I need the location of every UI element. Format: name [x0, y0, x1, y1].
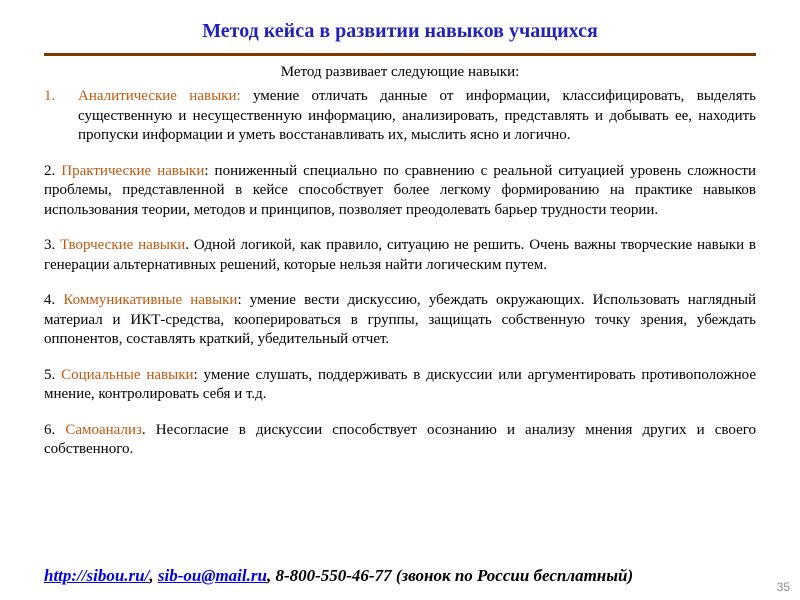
item-number: 4.: [44, 292, 56, 308]
website-link[interactable]: http://sibou.ru/: [44, 566, 150, 585]
item-term: Творческие навыки: [60, 237, 186, 253]
page-title: Метод кейса в развитии навыков учащихся: [202, 20, 598, 42]
item-number: 1.: [44, 88, 56, 104]
item-term: Практические навыки: [61, 162, 205, 179]
item-body: умение отличать данные от информации, классифицировать, выделять существенную и несущественную информацию, анализировать, представлять и добывать ее, находить пропуски информации и уметь восстанавливать их, мыслить ясно и логично.: [78, 88, 756, 143]
item-body: . Несогласие в дискуссии способствует осознанию и анализу мнения других и своего собственного.: [44, 421, 757, 457]
list-item: [44, 291, 756, 350]
item-number: 2.: [44, 162, 56, 179]
list-item: [44, 366, 756, 405]
list-item: [44, 421, 756, 460]
item-term: Аналитические навыки:: [78, 88, 241, 104]
list-item: [44, 87, 756, 146]
item-body: : умение вести дискуссию, убеждать окружающих. Использовать наглядный материал и ИКТ-средства, кооперироваться в группы, защищать собственную точку зрения, убеждать оппонентов, составлять краткий, убедительный отчет.: [44, 292, 756, 347]
email-link[interactable]: sib-ou@mail.ru: [157, 566, 267, 585]
subtitle: Метод развивает следующие навыки:: [280, 64, 520, 80]
page-number: 35: [776, 580, 790, 594]
item-number: 5.: [44, 366, 56, 383]
item-number: 3.: [44, 237, 56, 253]
item-term: Самоанализ: [65, 421, 142, 438]
item-body: : пониженный специально по сравнению с реальной ситуацией уровень сложности проблемы, представленной в кейсе способствует более легкому формированию на практике навыков использования теории, методов и принципов, позволяет преодолевать барьер трудности теории.: [44, 162, 757, 218]
item-term: Коммуникативные навыки: [63, 292, 238, 308]
item-number: 6.: [44, 421, 56, 438]
item-text: [78, 87, 756, 146]
item-body: : умение слушать, поддерживать в дискуссии или аргументировать противоположное мнение, контролировать себя и т.д.: [44, 366, 756, 402]
footer-phone-text: , 8-800-550-46-77 (звонок по России бесплатный): [266, 566, 634, 585]
list-item: [44, 162, 756, 221]
footer-separator: ,: [149, 566, 158, 585]
list-item: [44, 236, 756, 275]
title-divider: [44, 53, 756, 56]
item-body: . Одной логикой, как правило, ситуацию не решить. Очень важны творческие навыки в генерации альтернативных решений, которые нельзя найти логическим путем.: [44, 237, 757, 273]
footer: [44, 566, 756, 586]
item-term: Социальные навыки: [61, 366, 194, 383]
